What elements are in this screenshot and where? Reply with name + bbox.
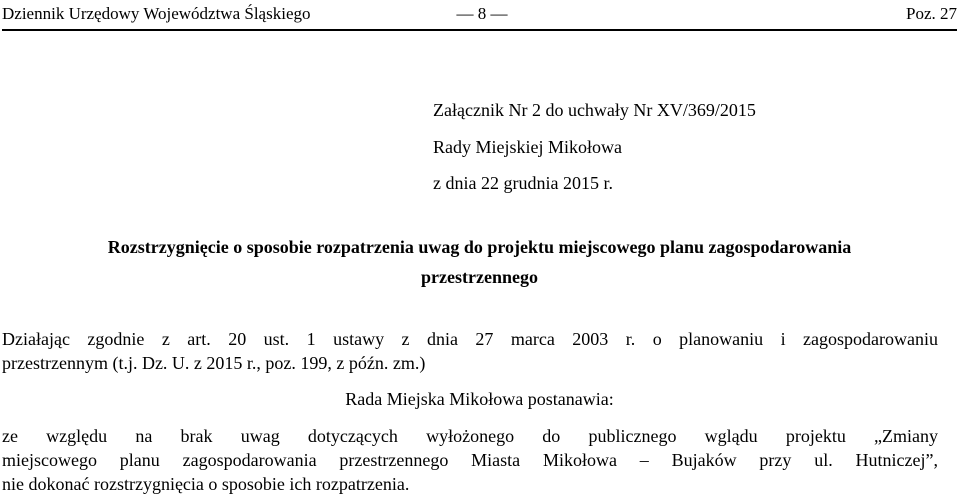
page-number: — 8 — — [456, 4, 508, 23]
annex-line-3: z dnia 22 grudnia 2015 r. — [433, 173, 613, 193]
title-line-1: Rozstrzygnięcie o sposobie rozpatrzenia uwag do projektu miejscowego planu zagospodarowania — [107, 237, 852, 257]
item-number: Poz. 27 — [906, 4, 957, 23]
page-header — [2, 3, 957, 27]
annex-line-2: Rady Miejskiej Mikołowa — [433, 137, 622, 157]
header-rule — [2, 29, 957, 31]
title-line-2: przestrzennego — [421, 267, 538, 287]
document-title — [0, 232, 959, 292]
annex-line-1: Załącznik Nr 2 do uchwały Nr XV/369/2015 — [433, 100, 756, 120]
journal-name: Dziennik Urzędowy Województwa Śląskiego — [2, 4, 311, 23]
decision-line-3: nie dokonać rozstrzygnięcia o sposobie ich rozpatrzenia. — [2, 474, 410, 494]
legal-basis-line-2: przestrzennym (t.j. Dz. U. z 2015 r., poz. 199, z późn. zm.) — [2, 353, 426, 373]
legal-basis-line-1: Działając zgodnie z art. 20 ust. 1 ustawy z dnia 27 marca 2003 r. o planowaniu i zagospodarowaniu — [2, 329, 938, 349]
decision-line-2: miejscowego planu zagospodarowania przestrzennego Miasta Mikołowa – Bujaków przy ul. Hutniczej”, — [2, 450, 938, 470]
decision-line-1: ze względu na brak uwag dotyczących wyłożonego do publicznego wglądu projektu „Zmiany — [2, 426, 938, 446]
resolution-statement: Rada Miejska Mikołowa postanawia: — [345, 389, 614, 409]
